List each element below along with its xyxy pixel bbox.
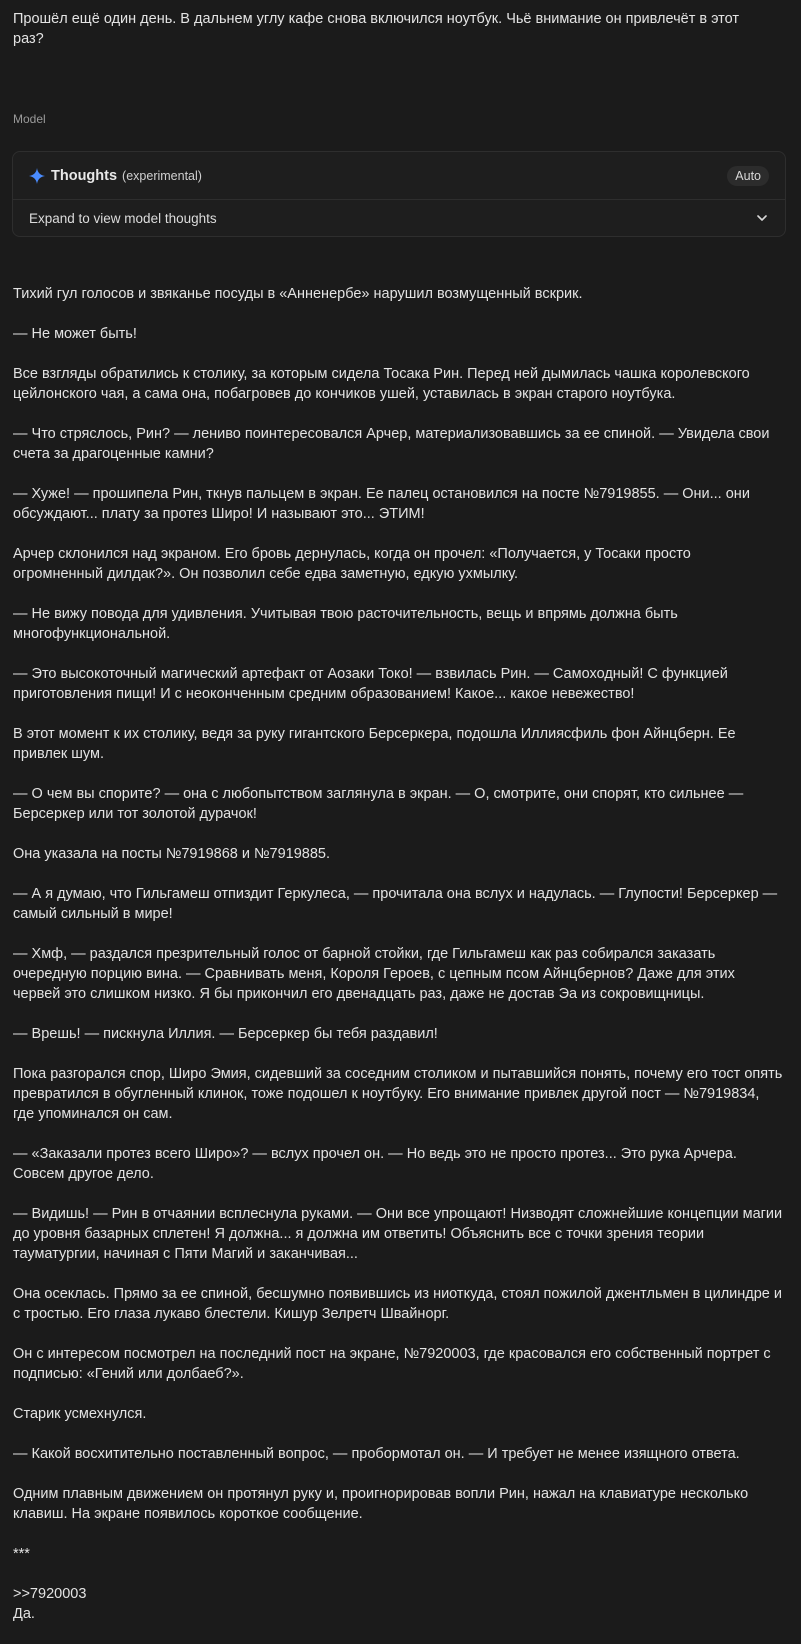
response-paragraph: Пока разгорался спор, Широ Эмия, сидевший за соседним столиком и пытавшийся понять, почему его тост опять превратился в обугленный клинок, тоже подошел к ноутбуку. Его внимание привлек другой пост — №7919834, где упоминался он сам. <box>13 1066 783 1122</box>
response-paragraph: Старик усмехнулся. <box>13 1406 147 1422</box>
expand-thoughts-label: Expand to view model thoughts <box>29 210 217 226</box>
response-paragraph: — Видишь! — Рин в отчаянии всплеснула руками. — Они все упрощают! Низводят сложнейшие концепции магии до уровня базарных сплетен! Я должна... я должна им ответить! Объяснить все с точки зрения теории тауматургии, начиная с Пяти Магий и заканчивая... <box>13 1206 783 1262</box>
response-paragraph: — А я думаю, что Гильгамеш отпиздит Геркулеса, — прочитала она вслух и надулась. — Глупости! Берсеркер — самый сильный в мире! <box>13 886 778 922</box>
response-paragraph: >>7920003 <box>13 1586 87 1602</box>
response-paragraph: — Это высокоточный магический артефакт от Аозаки Токо! — взвилась Рин. — Самоходный! С функцией приготовления пищи! И с неоконченным средним образованием! Какое... какое невежество! <box>13 666 728 702</box>
model-response <box>13 284 783 1644</box>
sparkle-icon <box>29 168 45 184</box>
response-paragraph: Арчер склонился над экраном. Его бровь дернулась, когда он прочел: «Получается, у Тосаки просто огромненный дилдак?». Он позволил себе едва заметную, едкую ухмылку. <box>13 546 691 582</box>
response-paragraph: Все взгляды обратились к столику, за которым сидела Тосака Рин. Перед ней дымилась чашка королевского цейлонского чая, а сама она, побагровев до кончиков ушей, уставилась в экран старого ноутбука. <box>13 366 750 402</box>
response-paragraph: — Врешь! — пискнула Иллия. — Берсеркер бы тебя раздавил! <box>13 1026 438 1042</box>
response-paragraph: — Что стряслось, Рин? — лениво поинтересовался Арчер, материализовавшись за ее спиной. — Увидела свои счета за драгоценные камни? <box>13 426 770 462</box>
thoughts-panel <box>12 151 786 237</box>
expand-thoughts-button[interactable] <box>13 200 785 236</box>
response-paragraph: Одним плавным движением он протянул руку и, проигнорировав вопли Рин, нажал на клавиатуре несколько клавиш. На экране появилось короткое сообщение. <box>13 1486 749 1522</box>
thoughts-title: Thoughts <box>51 167 118 184</box>
response-paragraph: — О чем вы спорите? — она с любопытством заглянула в экран. — О, смотрите, они спорят, кто сильнее — Берсеркер или тот золотой дурачок! <box>13 786 744 822</box>
response-paragraph: Тихий гул голосов и звяканье посуды в «Анненербе» нарушил возмущенный вскрик. <box>13 286 583 302</box>
response-paragraph: — Хмф, — раздался презрительный голос от барной стойки, где Гильгамеш как раз собирался заказать очередную порцию вина. — Сравнивать меня, Короля Героев, с цепным псом Айнцбернов? Даже для этих червей это слишком низко. Я бы прикончил его двенадцать раз, даже не достав Эа из сокровищницы. <box>13 946 735 1002</box>
response-paragraph: Да. <box>13 1606 35 1622</box>
response-paragraph: — Не вижу повода для удивления. Учитывая твою расточительность, вещь и впрямь должна быть многофункциональной. <box>13 606 678 642</box>
response-paragraph: Она осеклась. Прямо за ее спиной, бесшумно появившись из ниоткуда, стоял пожилой джентльмен в цилиндре и с тростью. Его глаза лукаво блестели. Кишур Зелретч Швайнорг. <box>13 1286 782 1322</box>
user-prompt: Прошёл ещё один день. В дальнем углу кафе снова включился ноутбук. Чьё внимание он привлечёт в этот раз? <box>13 11 740 47</box>
response-paragraph: — Какой восхитительно поставленный вопрос, — пробормотал он. — И требует не менее изящного ответа. <box>13 1446 740 1462</box>
thinking-mode-badge[interactable]: Auto <box>727 166 769 186</box>
response-paragraph: — Не может быть! <box>13 326 137 342</box>
response-paragraph: *** <box>13 1546 30 1562</box>
thoughts-subtitle: (experimental) <box>122 168 202 183</box>
response-paragraph: В этот момент к их столику, ведя за руку гигантского Берсеркера, подошла Иллиясфиль фон Айнцберн. Ее привлек шум. <box>13 726 736 762</box>
chevron-down-icon[interactable] <box>755 211 769 225</box>
response-paragraph: Она указала на посты №7919868 и №7919885. <box>13 846 331 862</box>
response-paragraph: — Хуже! — прошипела Рин, ткнув пальцем в экран. Ее палец остановился на посте №7919855. — Они... они обсуждают... плату за протез Широ! И называют это... ЭТИМ! <box>13 486 750 522</box>
model-role-label: Model <box>13 112 46 126</box>
thoughts-header <box>13 152 785 200</box>
response-paragraph: — «Заказали протез всего Широ»? — вслух прочел он. — Но ведь это не просто протез... Это рука Арчера. Совсем другое дело. <box>13 1146 737 1182</box>
response-paragraph: Он с интересом посмотрел на последний пост на экране, №7920003, где красовался его собственный портрет с подписью: «Гений или долбаеб?». <box>13 1346 771 1382</box>
